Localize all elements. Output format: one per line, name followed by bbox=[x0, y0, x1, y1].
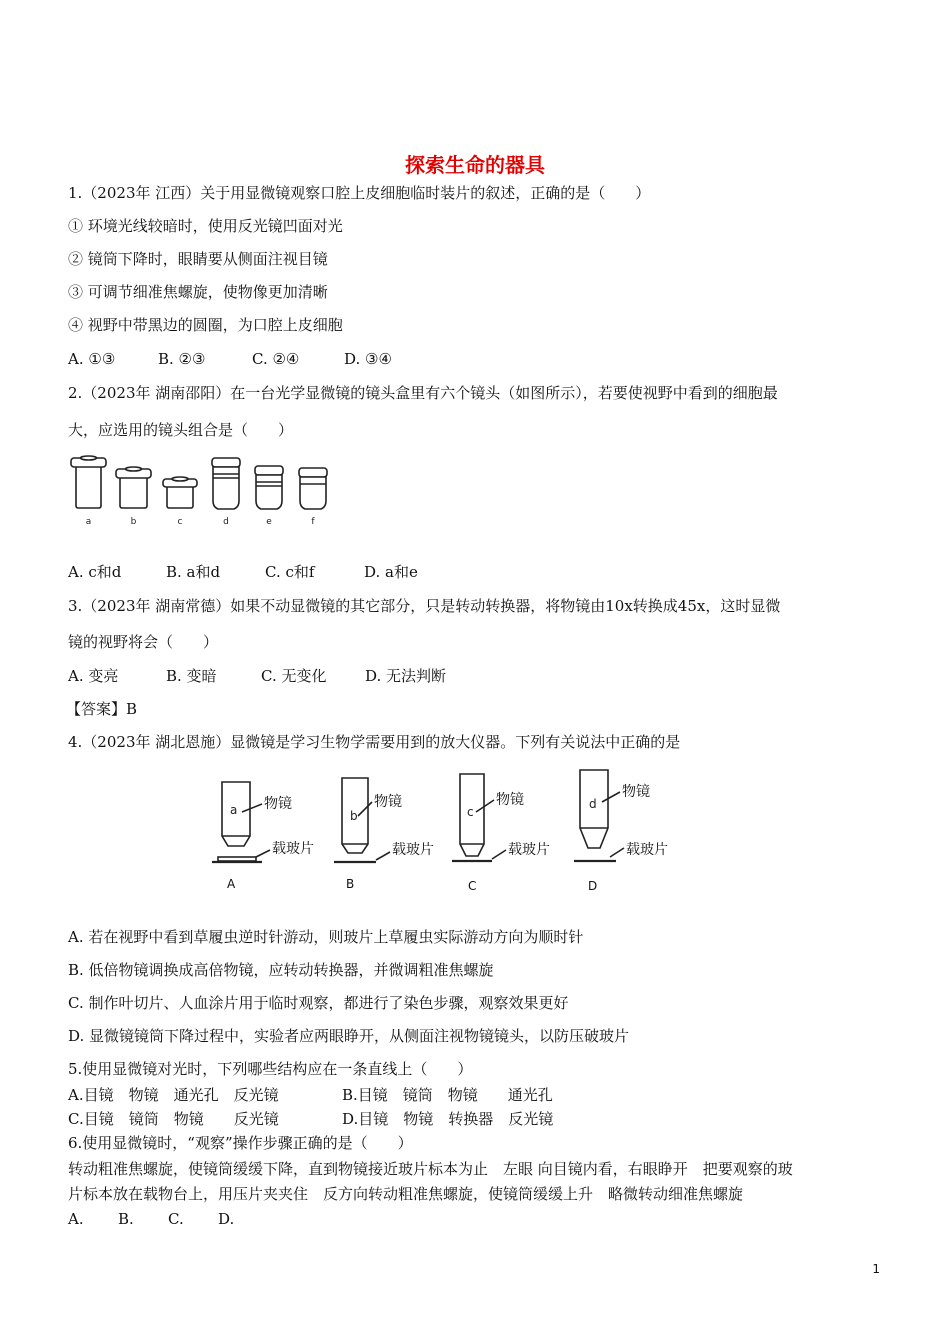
q1-item-4: ④ 视野中带黑边的圆圈，为口腔上皮细胞 bbox=[68, 316, 343, 334]
obj-letter-a: a bbox=[230, 803, 238, 817]
q2-option-d: D. a和e bbox=[364, 563, 418, 581]
q6-body-line2: 片标本放在载物台上，用压片夹夹住 反方向转动粗准焦螺旋，使镜筒缓缓上升 略微转动细准焦螺旋 bbox=[68, 1185, 744, 1203]
q2-option-b: B. a和d bbox=[166, 563, 221, 581]
q2-option-a: A. c和d bbox=[68, 563, 122, 581]
page-number: 1 bbox=[872, 1262, 880, 1276]
q4-option-a: A. 若在视野中看到草履虫逆时针游动，则玻片上草履虫实际游动方向为顺时针 bbox=[68, 928, 584, 946]
q3-answer: 【答案】B bbox=[66, 700, 138, 718]
q6-option-a: A. bbox=[68, 1210, 84, 1228]
q5-option-a: A.目镜 物镜 通光孔 反光镜 bbox=[68, 1086, 279, 1104]
panel-label-c: C bbox=[468, 879, 477, 893]
q1-option-c: C. ②④ bbox=[252, 350, 300, 368]
label-objective-b: 物镜 bbox=[374, 794, 402, 810]
q4-option-d: D. 显微镜镜筒下降过程中，实验者应两眼睁开，从侧面注视物镜镜头，以防压破玻片 bbox=[68, 1027, 630, 1045]
q6-body-line1: 转动粗准焦螺旋，使镜筒缓缓下降，直到物镜接近玻片标本为止 左眼 向目镜内看，右眼睁开 把要观察的玻 bbox=[68, 1160, 793, 1178]
q2-options bbox=[68, 562, 418, 582]
q4-option-b: B. 低倍物镜调换成高倍物镜，应转动转换器，并微调粗准焦螺旋 bbox=[68, 961, 494, 979]
panel-d-objective bbox=[574, 770, 616, 861]
q5-options-row2 bbox=[68, 1109, 553, 1129]
objective-slide-figure bbox=[210, 768, 690, 898]
q1-item-3: ③ 可调节细准焦螺旋，使物像更加清晰 bbox=[68, 283, 328, 301]
q5-stem: 5.使用显微镜对光时，下列哪些结构应在一条直线上（ ） bbox=[68, 1060, 473, 1078]
q1-options bbox=[68, 349, 392, 369]
lens-c-eyepiece bbox=[163, 477, 197, 508]
obj-letter-d: d bbox=[589, 797, 597, 811]
q6-option-b: B. bbox=[118, 1210, 134, 1228]
q3-option-b: B. 变暗 bbox=[166, 667, 217, 685]
q6-option-c: C. bbox=[168, 1210, 184, 1228]
lens-label-a: a bbox=[85, 517, 92, 527]
lens-label-b: b bbox=[130, 517, 137, 527]
obj-letter-c: c bbox=[467, 805, 474, 819]
lens-label-e: e bbox=[266, 517, 272, 527]
q5-option-b: B.目镜 镜筒 物镜 通光孔 bbox=[342, 1086, 553, 1104]
q6-options bbox=[68, 1209, 234, 1229]
lens-box-figure bbox=[66, 452, 346, 530]
q2-stem-line1: 2.（2023年 湖南邵阳）在一台光学显微镜的镜头盒里有六个镜头（如图所示），若要使视野中看到的细胞最 bbox=[68, 384, 778, 402]
label-slide-a: 载玻片 bbox=[272, 841, 314, 857]
q3-option-a: A. 变亮 bbox=[68, 667, 119, 685]
page-title: 探索生命的器具 bbox=[405, 153, 545, 177]
q4-option-c: C. 制作叶切片、人血涂片用于临时观察，都进行了染色步骤，观察效果更好 bbox=[68, 994, 569, 1012]
panel-label-d: D bbox=[588, 879, 598, 893]
lens-b-eyepiece bbox=[116, 467, 151, 508]
lens-label-f: f bbox=[311, 517, 315, 527]
label-slide-d: 载玻片 bbox=[626, 842, 668, 858]
lens-d-objective bbox=[212, 458, 240, 509]
label-slide-b: 载玻片 bbox=[392, 842, 434, 858]
label-objective-a: 物镜 bbox=[264, 796, 292, 812]
panel-label-a: A bbox=[227, 877, 236, 891]
label-objective-c: 物镜 bbox=[496, 792, 524, 808]
q5-options-row1 bbox=[68, 1085, 553, 1105]
q5-option-c: C.目镜 镜筒 物镜 反光镜 bbox=[68, 1110, 279, 1128]
q2-stem-line2: 大，应选用的镜头组合是（ ） bbox=[68, 421, 294, 439]
q3-stem-line1: 3.（2023年 湖南常德）如果不动显微镜的其它部分，只是转动转换器，将物镜由10x转换成45x，这时显微 bbox=[68, 597, 781, 615]
q3-option-c: C. 无变化 bbox=[261, 667, 327, 685]
q6-stem: 6.使用显微镜时，“观察”操作步骤正确的是（ ） bbox=[68, 1134, 413, 1152]
lens-label-c: c bbox=[177, 517, 183, 527]
q3-option-d: D. 无法判断 bbox=[365, 667, 447, 685]
q1-stem: 1.（2023年 江西）关于用显微镜观察口腔上皮细胞临时装片的叙述，正确的是（ ） bbox=[68, 184, 651, 202]
lens-f-objective bbox=[299, 468, 327, 509]
q1-option-a: A. ①③ bbox=[68, 350, 116, 368]
q1-item-2: ② 镜筒下降时，眼睛要从侧面注视目镜 bbox=[68, 250, 328, 268]
panel-a-objective bbox=[212, 782, 262, 862]
q2-option-c: C. c和f bbox=[265, 563, 315, 581]
q5-option-d: D.目镜 物镜 转换器 反光镜 bbox=[342, 1110, 554, 1128]
lens-a-eyepiece bbox=[71, 456, 106, 508]
q1-option-b: B. ②③ bbox=[158, 350, 206, 368]
panel-label-b: B bbox=[346, 877, 355, 891]
q3-options bbox=[68, 666, 446, 686]
q4-stem: 4.（2023年 湖北恩施）显微镜是学习生物学需要用到的放大仪器。下列有关说法中正确的是 bbox=[68, 733, 681, 751]
obj-letter-b: b bbox=[350, 809, 358, 823]
q1-option-d: D. ③④ bbox=[344, 350, 392, 368]
q6-option-d: D. bbox=[218, 1210, 235, 1228]
label-objective-d: 物镜 bbox=[622, 784, 650, 800]
lens-label-d: d bbox=[223, 517, 229, 527]
lens-e-objective bbox=[255, 466, 283, 509]
q1-item-1: ① 环境光线较暗时，使用反光镜凹面对光 bbox=[68, 217, 343, 235]
q3-stem-line2: 镜的视野将会（ ） bbox=[68, 633, 219, 651]
label-slide-c: 载玻片 bbox=[508, 842, 550, 858]
